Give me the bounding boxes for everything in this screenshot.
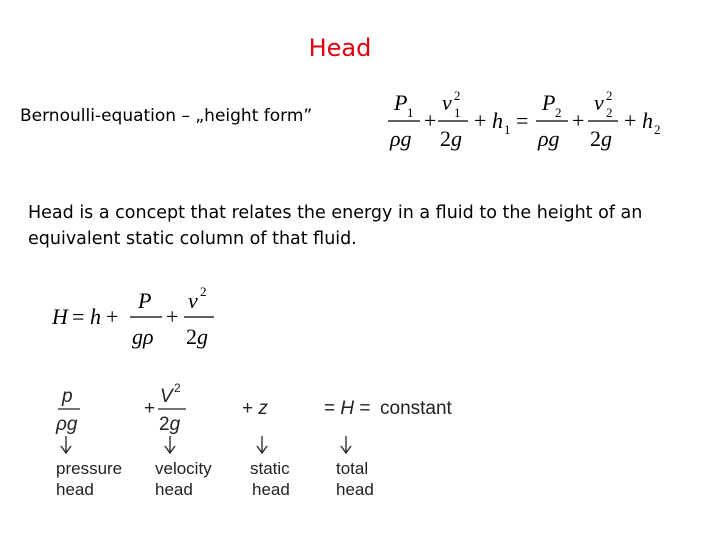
velocity-head-label-line2: head (155, 480, 193, 499)
pressure-head-label-line2: head (56, 480, 94, 499)
svg-text:+: + (624, 108, 637, 133)
static-head-label-line2: head (252, 480, 290, 499)
svg-text:+: + (166, 304, 179, 329)
svg-text:= H =: = H = (324, 398, 371, 419)
pressure-head-label-line1: pressure (56, 459, 123, 478)
static-head-label-line1: static (250, 459, 290, 478)
svg-text:P: P (394, 90, 408, 115)
svg-text:1: 1 (454, 105, 461, 120)
bernoulli-label: Bernoulli-equation – „height form” (20, 106, 313, 126)
svg-text:2: 2 (606, 105, 613, 120)
svg-text:2: 2 (654, 122, 661, 137)
down-arrows (61, 436, 351, 453)
bernoulli-equation (382, 84, 672, 154)
svg-text:2: 2 (454, 88, 461, 103)
svg-text:h: h (90, 304, 101, 329)
svg-text:+: + (424, 108, 437, 133)
constant-label: constant (380, 398, 452, 419)
svg-text:h: h (492, 108, 503, 133)
svg-text:=: = (72, 304, 85, 329)
svg-text:1: 1 (407, 105, 414, 120)
svg-text:1: 1 (504, 122, 511, 137)
total-head-label-line2: head (336, 480, 374, 499)
svg-text:2: 2 (174, 381, 181, 395)
svg-text:2: 2 (606, 88, 613, 103)
svg-text:p: p (62, 386, 73, 407)
total-head-label-line1: total (336, 459, 369, 478)
svg-text:ρg: ρg (538, 126, 560, 151)
svg-text:2: 2 (200, 284, 207, 299)
svg-text:gρ: gρ (132, 324, 154, 349)
head-equation (52, 282, 232, 354)
svg-text:P: P (138, 288, 152, 313)
svg-text:v: v (442, 90, 452, 115)
svg-text:+: + (106, 304, 119, 329)
head-definition-paragraph: Head is a concept that relates the energy in a fluid to the height of an equivalent static column of that fluid. (28, 203, 643, 249)
svg-text:2g: 2g (440, 126, 462, 151)
velocity-head-label-line1: velocity (155, 459, 212, 478)
svg-text:2: 2 (555, 105, 562, 120)
svg-text:h: h (642, 108, 653, 133)
svg-text:v: v (188, 288, 198, 313)
svg-text:2g: 2g (590, 126, 612, 151)
svg-text:2g: 2g (159, 414, 181, 435)
svg-text:H: H (52, 304, 68, 329)
svg-text:=: = (516, 108, 529, 133)
slide-title: Head (308, 34, 372, 62)
svg-text:V: V (160, 386, 173, 407)
svg-text:+: + (474, 108, 487, 133)
svg-text:ρg: ρg (390, 126, 412, 151)
svg-text:v: v (594, 90, 604, 115)
svg-text:+ z: + z (242, 398, 268, 419)
head-terms-diagram (52, 380, 472, 510)
svg-text:2g: 2g (186, 324, 208, 349)
svg-text:P: P (542, 90, 556, 115)
svg-text:+: + (572, 108, 585, 133)
svg-text:ρg: ρg (56, 414, 78, 435)
svg-text:+: + (144, 398, 156, 419)
